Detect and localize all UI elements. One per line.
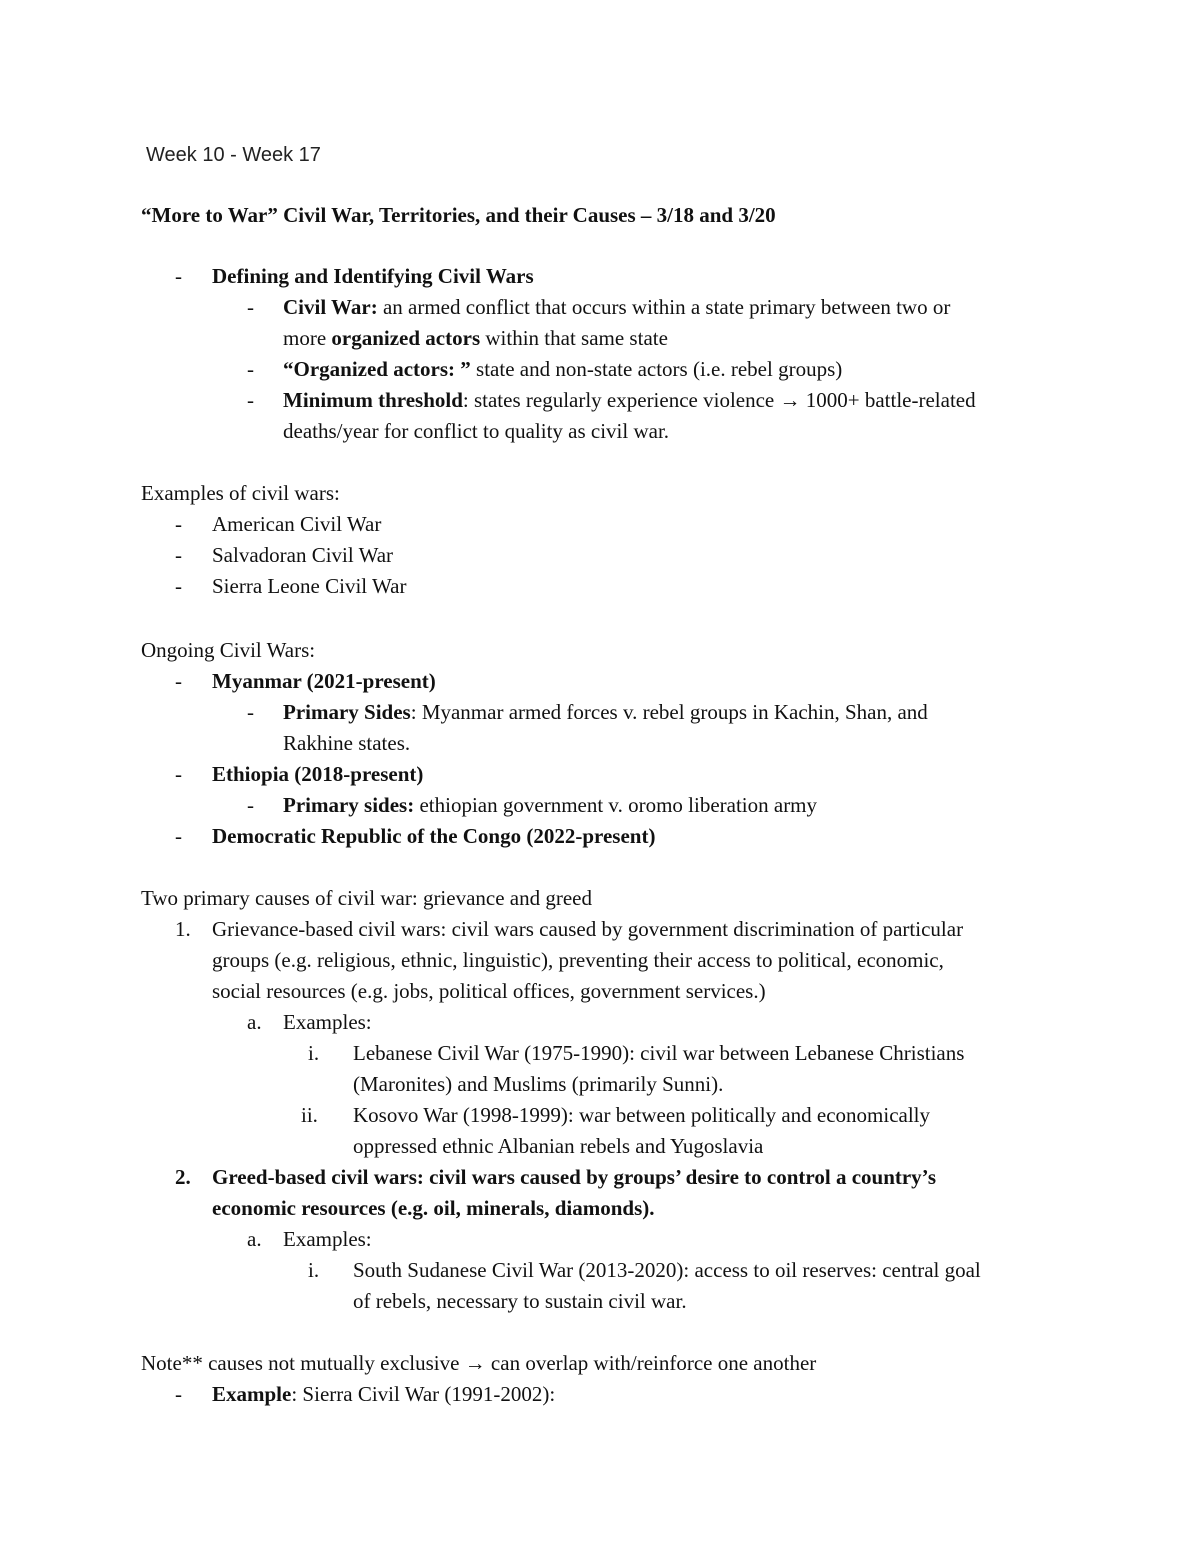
lebanese-example: Lebanese Civil War (1975-1990): civil war between Lebanese Christians bbox=[353, 1041, 965, 1065]
bullet-dash: - bbox=[175, 543, 182, 567]
list-number: 2. bbox=[175, 1165, 191, 1189]
bullet-dash: - bbox=[175, 1382, 182, 1406]
myanmar-sides: Primary Sides: Myanmar armed forces v. rebel groups in Kachin, Shan, and bbox=[283, 700, 928, 724]
bullet-dash: - bbox=[247, 700, 254, 724]
bullet-dash: - bbox=[247, 295, 254, 319]
term-civil-war: Civil War: bbox=[283, 295, 378, 319]
ongoing-title: Ongoing Civil Wars: bbox=[141, 638, 316, 662]
greed-examples-label: Examples: bbox=[283, 1227, 372, 1251]
list-roman: ii. bbox=[301, 1103, 318, 1127]
myanmar-sides-cont: Rakhine states. bbox=[283, 731, 411, 755]
section-heading: “More to War” Civil War, Territories, and their Causes – 3/18 and 3/20 bbox=[141, 203, 776, 227]
list-item: Salvadoran Civil War bbox=[212, 543, 394, 567]
grievance-line: social resources (e.g. jobs, political offices, government services.) bbox=[212, 979, 766, 1003]
note-example: Example: Sierra Civil War (1991-2002): bbox=[212, 1382, 556, 1406]
ethiopia-sides: Primary sides: ethiopian government v. oromo liberation army bbox=[283, 793, 818, 817]
note-text: Note** causes not mutually exclusive → can overlap with/reinforce one another bbox=[141, 1351, 817, 1375]
ethiopia-item: Ethiopia (2018-present) bbox=[212, 762, 424, 786]
causes-title: Two primary causes of civil war: grievance and greed bbox=[141, 886, 593, 910]
minimum-threshold-definition: Minimum threshold: states regularly experience violence → 1000+ battle-related bbox=[283, 388, 976, 412]
bullet-dash: - bbox=[175, 574, 182, 598]
examples-title: Examples of civil wars: bbox=[141, 481, 340, 505]
term-organized-actors: organized actors bbox=[331, 326, 481, 350]
bullet-dash: - bbox=[175, 824, 182, 848]
drc-item: Democratic Republic of the Congo (2022-present) bbox=[212, 824, 656, 848]
south-sudan-example: South Sudanese Civil War (2013-2020): access to oil reserves: central goal bbox=[353, 1258, 981, 1282]
minimum-threshold-definition-cont: deaths/year for conflict to quality as civil war. bbox=[283, 419, 670, 443]
week-range-header: Week 10 - Week 17 bbox=[146, 144, 321, 166]
list-roman: i. bbox=[308, 1041, 320, 1065]
bullet-dash: - bbox=[247, 388, 254, 412]
defining-title: Defining and Identifying Civil Wars bbox=[212, 264, 534, 288]
lebanese-example-cont: (Maronites) and Muslims (primarily Sunni). bbox=[353, 1072, 724, 1096]
kosovo-example-cont: oppressed ethnic Albanian rebels and Yugoslavia bbox=[353, 1134, 764, 1158]
grievance-examples-label: Examples: bbox=[283, 1010, 372, 1034]
bullet-dash: - bbox=[175, 512, 182, 536]
list-roman: i. bbox=[308, 1258, 320, 1282]
myanmar-item: Myanmar (2021-present) bbox=[212, 669, 436, 693]
grievance-line: Grievance-based civil wars: civil wars caused by government discrimination of particular bbox=[212, 917, 964, 941]
grievance-line: groups (e.g. religious, ethnic, linguistic), preventing their access to political, economic, bbox=[212, 948, 944, 972]
list-item: American Civil War bbox=[212, 512, 382, 536]
list-number: 1. bbox=[175, 917, 191, 941]
list-letter: a. bbox=[247, 1227, 262, 1251]
organized-actors-definition: “Organized actors: ” state and non-state actors (i.e. rebel groups) bbox=[283, 357, 843, 381]
greed-line: Greed-based civil wars: civil wars caused by groups’ desire to control a country’s bbox=[212, 1165, 937, 1189]
greed-line: economic resources (e.g. oil, minerals, diamonds). bbox=[212, 1196, 655, 1220]
south-sudan-example-cont: of rebels, necessary to sustain civil war. bbox=[353, 1289, 687, 1313]
civil-war-definition: Civil War: an armed conflict that occurs within a state primary between two or bbox=[283, 295, 951, 319]
bullet-dash: - bbox=[247, 357, 254, 381]
bullet-dash: - bbox=[175, 669, 182, 693]
bullet-dash: - bbox=[247, 793, 254, 817]
civil-war-definition-cont: more organized actors within that same state bbox=[283, 326, 668, 350]
kosovo-example: Kosovo War (1998-1999): war between politically and economically bbox=[353, 1103, 931, 1127]
bullet-dash: - bbox=[175, 264, 182, 288]
list-letter: a. bbox=[247, 1010, 262, 1034]
bullet-dash: - bbox=[175, 762, 182, 786]
list-item: Sierra Leone Civil War bbox=[212, 574, 407, 598]
